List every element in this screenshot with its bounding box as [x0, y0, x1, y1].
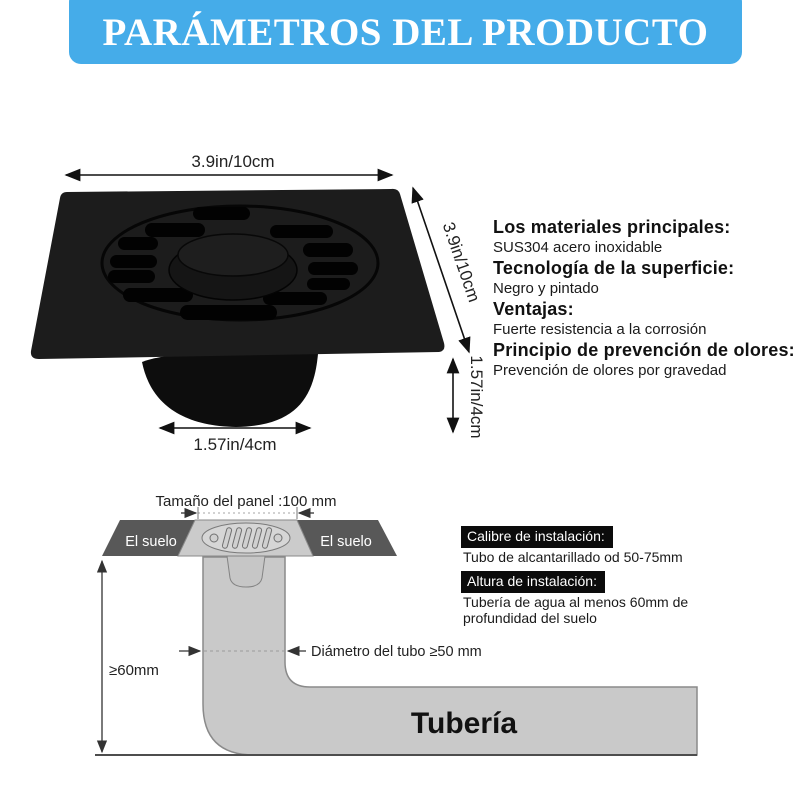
product-illustration — [0, 130, 495, 470]
install-text-altura: Tubería de agua al menos 60mm de profundidad del suelo — [463, 594, 689, 626]
dim-side-label: 3.9in/10cm — [438, 219, 484, 305]
install-text-calibre: Tubo de alcantarillado od 50-75mm — [463, 549, 683, 565]
dim-height-label: 1.57in/4cm — [467, 355, 486, 439]
spec-value: SUS304 acero inoxidable — [493, 239, 663, 256]
spec-value: Fuerte resistencia a la corrosión — [493, 321, 707, 338]
install-badge-calibre: Calibre de instalación: — [461, 526, 613, 548]
spec-label: Ventajas: — [493, 299, 574, 319]
pipe-diameter-label: Diámetro del tubo ≥50 mm — [311, 644, 482, 660]
spec-value: Negro y pintado — [493, 280, 599, 297]
dim-top-label: 3.9in/10cm — [191, 152, 275, 171]
install-badge-altura: Altura de instalación: — [461, 571, 605, 593]
floor-label-left: El suelo — [125, 534, 177, 550]
panel-size-label: Tamaño del panel :100 mm — [155, 493, 337, 510]
header-banner — [69, 0, 742, 64]
pipe-title: Tubería — [410, 707, 518, 740]
floor-label-right: El suelo — [320, 534, 372, 550]
spec-value: Prevención de olores por gravedad — [493, 362, 727, 379]
depth-label: ≥60mm — [109, 662, 159, 679]
drain-cap — [169, 234, 297, 300]
spec-label: Tecnología de la superficie: — [493, 258, 735, 278]
page-title: PARÁMETROS DEL PRODUCTO — [102, 10, 709, 54]
spec-label: Los materiales principales: — [493, 217, 731, 237]
drain-funnel — [142, 351, 318, 427]
dim-bottom-label: 1.57in/4cm — [193, 435, 277, 454]
spec-label: Principio de prevención de olores: — [493, 340, 795, 360]
specs-block — [493, 217, 798, 381]
odor-trap-cup — [227, 556, 265, 587]
